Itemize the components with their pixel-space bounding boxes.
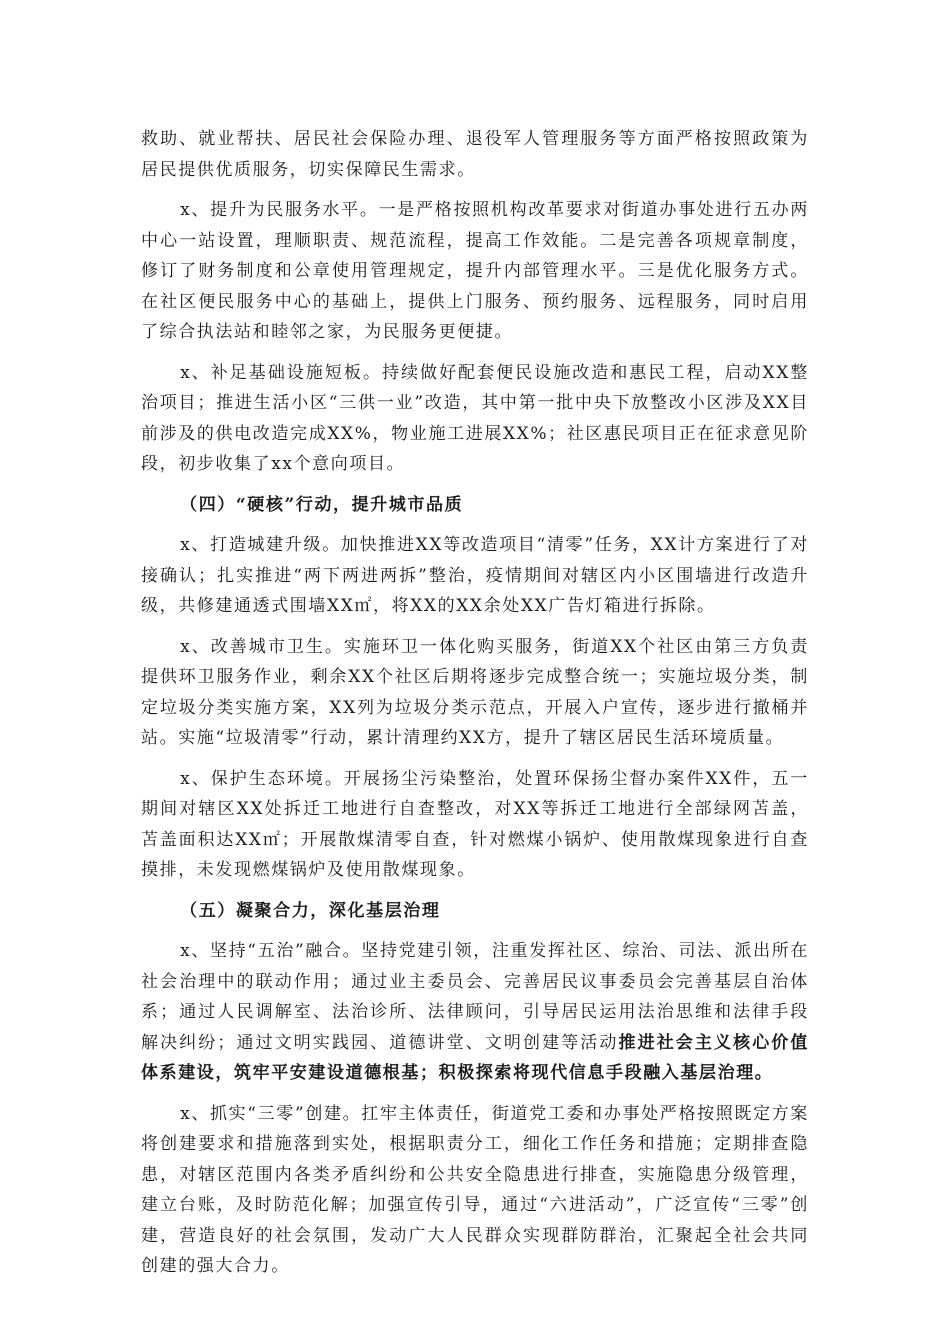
paragraph-three-zero: x、抓实“三零”创建。扛牢主体责任，街道党工委和办事处严格按照既定方案将创建要求和措施落到实处，根据职责分工，细化工作任务和措施；定期排查隐患，对辖区范围内各类矛盾纠纷和公共安全隐患进行排查，实施隐患分级管理，建立台账，及时防范化解；加强宣传引导，通过“六进活动”，广泛宣传“三零”创建，营造良好的社会氛围，发动广大人民群众实现群防群治，汇聚起全社会共同创建的强大合力。 — [141, 1103, 809, 1276]
paragraph-five-governance — [141, 936, 809, 1089]
paragraph-urban-sanitation: x、改善城市卫生。实施环卫一体化购买服务，街道XX个社区由第三方负责提供环卫服务作业，剩余XX个社区后期将逐步完成整合统一；实施垃圾分类，制定垃圾分类实施方案，XX列为垃圾分类示范点，开展入户宣传，逐步进行撤桶并站。实施“垃圾清零”行动，累计清理约XX方，提升了辖区居民生活环境质量。 — [141, 636, 809, 748]
section-heading-4: （四）“硬核”行动，提升城市品质 — [180, 494, 464, 515]
paragraph-civil-service-continued: 救助、就业帮扶、居民社会保险办理、退役军人管理服务等方面严格按照政策为居民提供优质服务，切实保障民生需求。 — [141, 129, 809, 180]
paragraph-infrastructure: x、补足基础设施短板。持续做好配套便民设施改造和惠民工程，启动XX整治项目；推进生活小区“三供一业”改造，其中第一批中央下放整改小区涉及XX目前涉及的供电改造完成XX%，物业施工进展XX%；社区惠民项目正在征求意见阶段，初步收集了xx个意向项目。 — [141, 362, 809, 474]
paragraph-five-governance-regular: x、坚持“五治”融合。坚持党建引领，注重发挥社区、综治、司法、派出所在社会治理中的联动作用；通过业主委员会、完善居民议事委员会完善基层自治体系；通过人民调解室、法治诊所、法律顾问，引导居民运用法治思维和法律手段解决纠纷；通过文明实践园、道德讲堂、文明创建等活动 — [141, 941, 809, 1053]
paragraph-improve-service-level: x、提升为民服务水平。一是严格按照机构改革要求对街道办事处进行五办两中心一站设置，理顺职责、规范流程，提高工作效能。二是完善各项规章制度，修订了财务制度和公章使用管理规定，提升内部管理水平。三是优化服务方式。在社区便民服务中心的基础上，提供上门服务、预约服务、远程服务，同时启用了综合执法站和睦邻之家，为民服务更便捷。 — [141, 200, 809, 342]
paragraph-urban-construction: x、打造城建升级。加快推进XX等改造项目“清零”任务，XX计方案进行了对接确认；扎实推进“两下两进两拆”整治，疫情期间对辖区内小区围墙进行改造升级，共修建通透式围墙XX㎡，将XX的XX余处XX广告灯箱进行拆除。 — [141, 535, 809, 616]
document-body — [141, 124, 809, 1292]
section-heading-5: （五）凝聚合力，深化基层治理 — [180, 900, 441, 921]
paragraph-ecology-protection: x、保护生态环境。开展扬尘污染整治，处置环保扬尘督办案件XX件，五一期间对辖区XX处拆迁工地进行自查整改，对XX等拆迁工地进行全部绿网苫盖，苫盖面积达XX㎡；开展散煤清零自查，针对燃煤小锅炉、使用散煤现象进行自查摸排，未发现燃煤锅炉及使用散煤现象。 — [141, 768, 809, 880]
paragraph-five-governance-bold: 推进社会主义核心价值体系建设，筑牢平安建设道德根基；积极探索将现代信息手段融入基层治理。 — [141, 1032, 809, 1083]
